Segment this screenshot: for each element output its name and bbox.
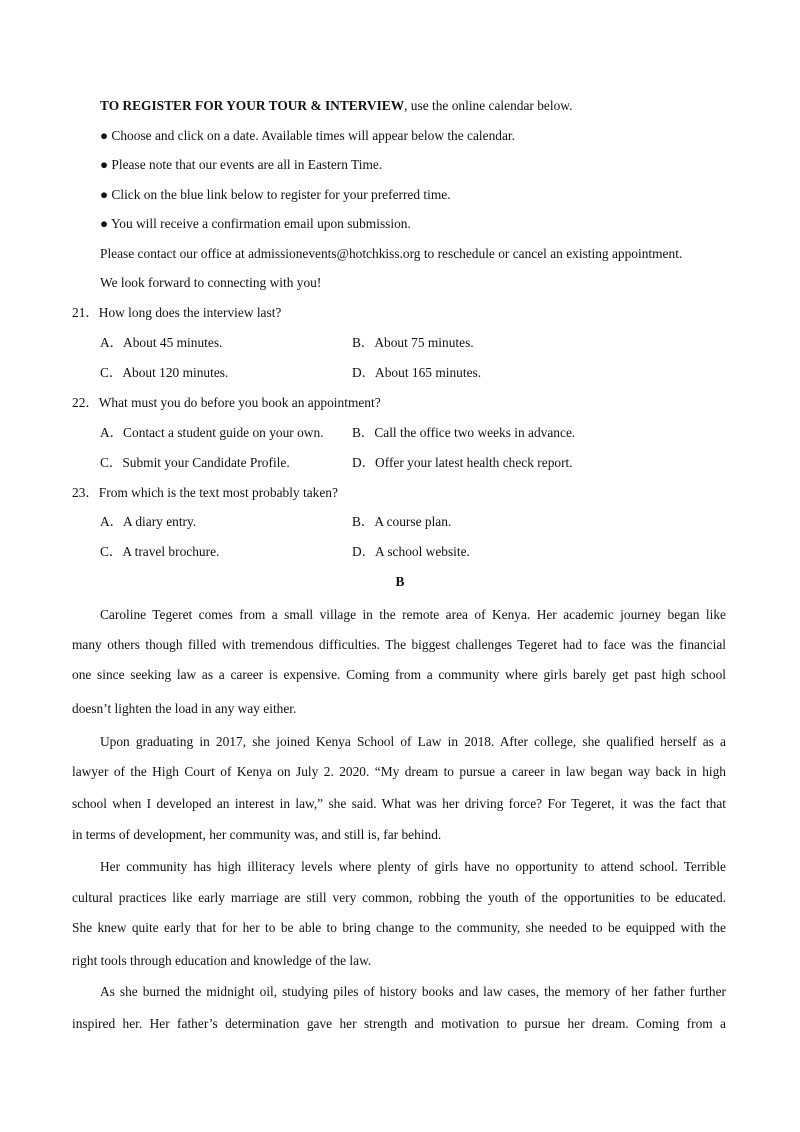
- answer-option: A．A diary entry.: [100, 514, 197, 529]
- closing-note: We look forward to connecting with you!: [100, 275, 322, 290]
- question-stem: 21．How long does the interview last?: [72, 305, 282, 320]
- passage-line: She knew quite early that for her to be able to bring change to the community, she needed to be equipped with the: [72, 920, 726, 935]
- passage-line: many others though filled with tremendous difficulties. The biggest challenges Tegeret had to face was the financial: [72, 637, 726, 652]
- passage-line: inspired her. Her father’s determination gave her strength and motivation to pursue her dream. Coming from a: [72, 1016, 726, 1031]
- passage-line: school when I developed an interest in law,” she said. What was her driving force? For Tegeret, it was the fact that: [72, 796, 726, 811]
- answer-option: D．Offer your latest health check report.: [352, 455, 573, 470]
- answer-option: B．Call the office two weeks in advance.: [352, 425, 576, 440]
- question-stem: 22．What must you do before you book an appointment?: [72, 395, 381, 410]
- answer-option: D．A school website.: [352, 544, 470, 559]
- register-instruction: [100, 98, 572, 114]
- answer-option: A．About 45 minutes.: [100, 335, 223, 350]
- notice-bullet: ● Click on the blue link below to register for your preferred time.: [100, 187, 451, 202]
- register-heading: TO REGISTER FOR YOUR TOUR & INTERVIEW: [100, 98, 405, 113]
- notice-bullet: ● Please note that our events are all in Eastern Time.: [100, 157, 383, 172]
- passage-line: As she burned the midnight oil, studying piles of history books and law cases, the memory of her father further: [100, 984, 726, 999]
- passage-line: doesn’t lighten the load in any way either.: [72, 701, 297, 716]
- answer-option: C．A travel brochure.: [100, 544, 220, 559]
- notice-bullet: ● Choose and click on a date. Available times will appear below the calendar.: [100, 128, 515, 143]
- answer-option: C．About 120 minutes.: [100, 365, 229, 380]
- notice-bullet: ● You will receive a confirmation email upon submission.: [100, 216, 411, 231]
- passage-line: cultural practices like early marriage are still very common, robbing the youth of the opportunities to be educated.: [72, 890, 726, 905]
- passage-line: right tools through education and knowledge of the law.: [72, 953, 372, 968]
- passage-line: in terms of development, her community was, and still is, far behind.: [72, 827, 442, 842]
- passage-line: one since seeking law as a career is expensive. Coming from a community where girls barely get past high school: [72, 667, 726, 682]
- answer-option: D．About 165 minutes.: [352, 365, 482, 380]
- answer-option: C．Submit your Candidate Profile.: [100, 455, 290, 470]
- answer-option: B．About 75 minutes.: [352, 335, 474, 350]
- passage-line: Her community has high illiteracy levels where plenty of girls have no opportunity to attend school. Terrible: [100, 859, 726, 874]
- contact-note: Please contact our office at admissionevents@hotchkiss.org to reschedule or cancel an existing appointment.: [100, 246, 683, 261]
- register-heading-tail: , use the online calendar below.: [404, 98, 573, 113]
- question-stem: 23．From which is the text most probably taken?: [72, 485, 338, 500]
- passage-line: Caroline Tegeret comes from a small village in the remote area of Kenya. Her academic journey began like: [100, 607, 726, 622]
- passage-line: lawyer of the High Court of Kenya on July 2. 2020. “My dream to pursue a career in law began way back in high: [72, 764, 726, 779]
- answer-option: A．Contact a student guide on your own.: [100, 425, 324, 440]
- section-heading: B: [395, 574, 405, 589]
- answer-option: B．A course plan.: [352, 514, 452, 529]
- passage-line: Upon graduating in 2017, she joined Kenya School of Law in 2018. After college, she qualified herself as a: [100, 734, 726, 749]
